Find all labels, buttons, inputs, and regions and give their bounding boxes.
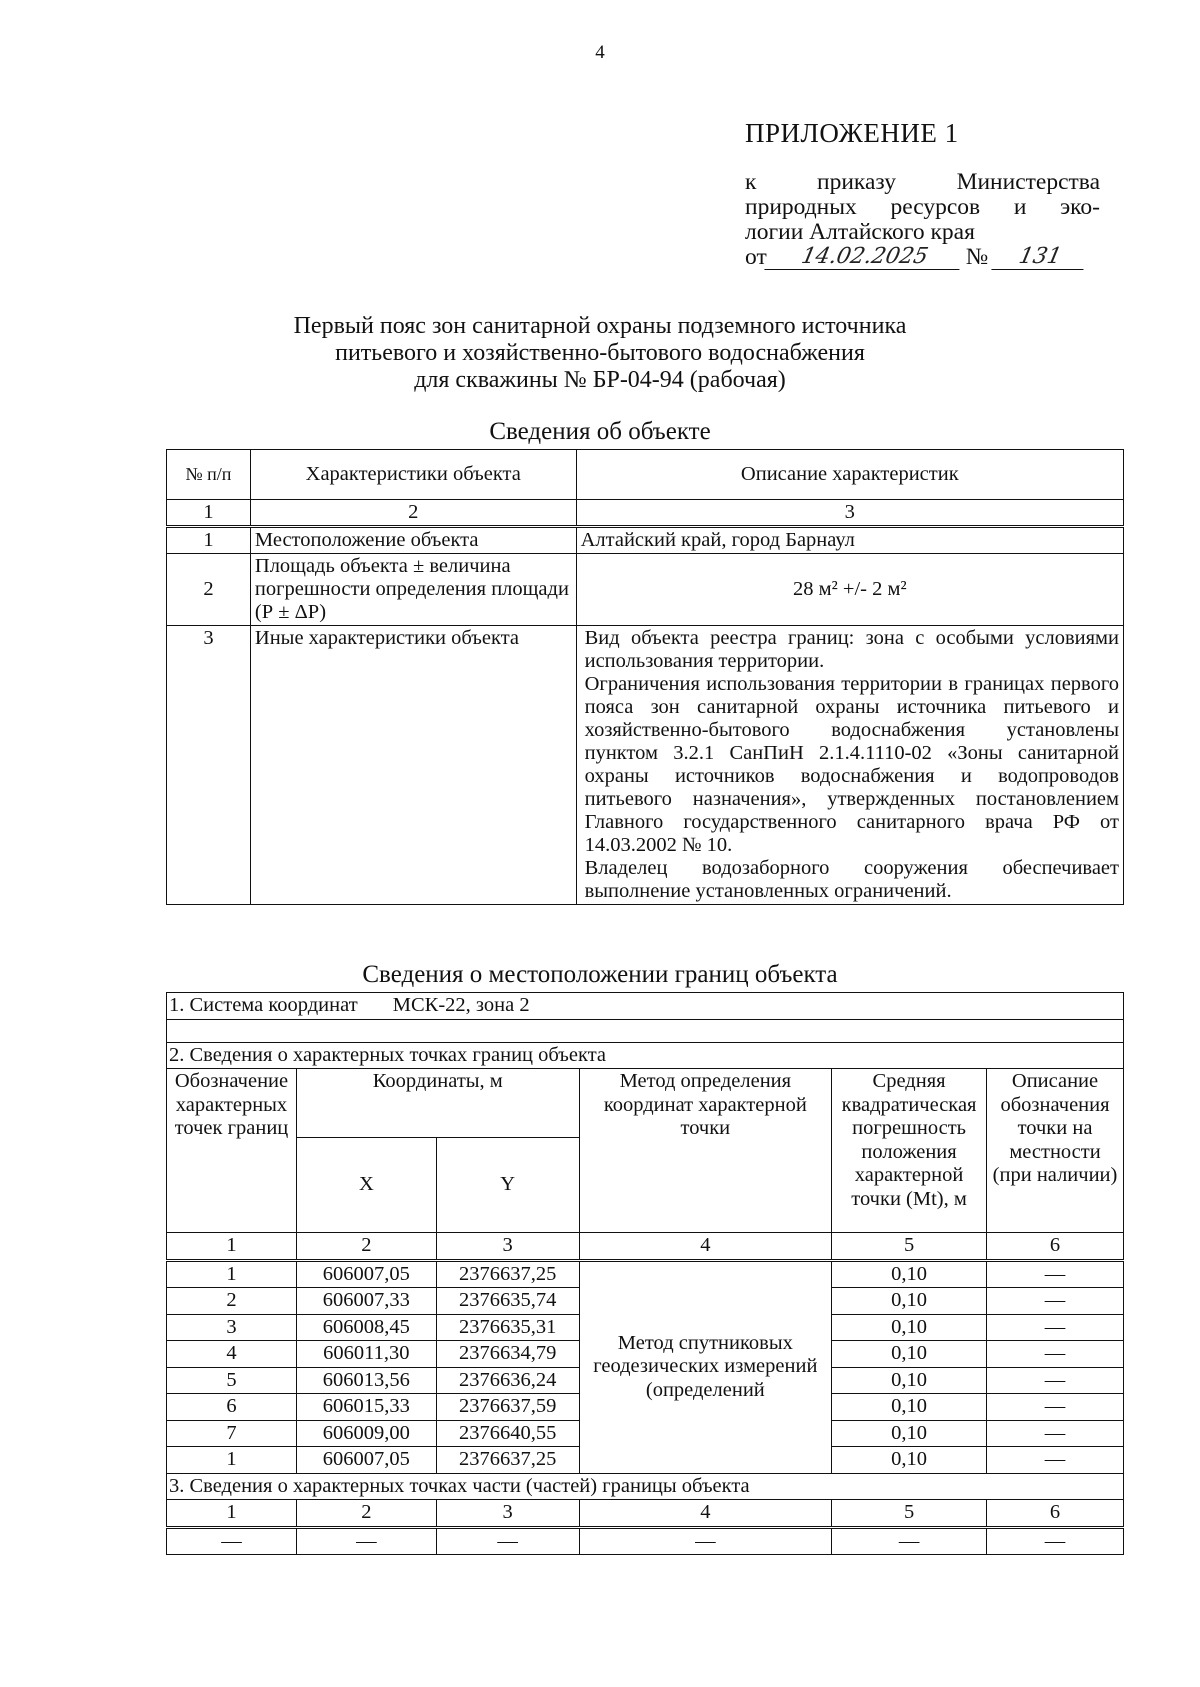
point-x: 606011,30 [296,1341,436,1368]
coord-system-value: МСК-22, зона 2 [392,994,530,1016]
point-id: 3 [167,1314,297,1341]
point-x: 606008,45 [296,1314,436,1341]
point-mt: 0,10 [832,1447,987,1474]
appendix-word: и [1013,194,1027,220]
point-desc: — [987,1288,1124,1315]
column-number: 2 [296,1233,436,1261]
handwritten-number: 131 [991,245,1088,270]
point-mt: 0,10 [832,1288,987,1315]
point-y: 2376636,24 [436,1367,579,1394]
point-desc: — [987,1260,1124,1288]
table-row [167,527,1124,554]
document-title [0,313,1200,394]
header-description: Описание характеристик [576,450,1123,500]
point-y: 2376634,79 [436,1341,579,1368]
appendix-word: приказу [817,169,896,195]
table-row [167,626,1124,905]
part-cell: — [167,1527,297,1555]
part-section-label: 3. Сведения о характерных точках части (частей) границы объекта [167,1473,1124,1500]
point-x: 606015,33 [296,1394,436,1421]
point-mt: 0,10 [832,1260,987,1288]
point-id: 2 [167,1288,297,1315]
part-cell: — [987,1527,1124,1555]
appendix-word: ресурсов [890,194,981,220]
point-desc: — [987,1367,1124,1394]
row-desc: Алтайский край, город Барнаул [576,527,1123,554]
appendix-line-3 [745,220,1100,245]
column-number: 1 [167,1500,297,1528]
appendix-word: к [745,169,757,195]
header-method: Метод определения координат характерной точки [579,1069,832,1233]
header-coords: Координаты, м [296,1069,579,1138]
point-mt: 0,10 [832,1341,987,1368]
appendix-title: ПРИЛОЖЕНИЕ 1 [745,118,959,148]
part-cell: — [296,1527,436,1555]
column-number: 6 [987,1233,1124,1261]
header-designation: Обозначение характерных точек границ [167,1069,297,1233]
desc-paragraph: Ограничения использования территории в границах первого пояса зон санитарной охраны источника питьевого и хозяйственно-бытового водоснабжения установлены пунктом 3.2.1 СанПиН 2.1.4.1110-02 «Зоны санитарной охраны источников водоснабжения и водопроводов питьевого назначения», утвержденных постановлением Главного государственного санитарного врача РФ от 14.03.2002 № 10. [584,673,1119,856]
column-number: 2 [250,500,576,527]
point-mt: 0,10 [832,1394,987,1421]
column-number: 1 [167,500,251,527]
points-section-label: 2. Сведения о характерных точках границ объекта [167,1042,1124,1069]
point-y: 2376637,25 [436,1447,579,1474]
appendix-text: логии Алтайского края [745,219,975,245]
point-x: 606007,05 [296,1447,436,1474]
point-mt: 0,10 [832,1314,987,1341]
appendix-reference [745,170,1100,270]
point-id: 1 [167,1447,297,1474]
column-number: 3 [436,1233,579,1261]
point-id: 1 [167,1260,297,1288]
point-y: 2376635,31 [436,1314,579,1341]
point-id: 7 [167,1420,297,1447]
title-line: Первый пояс зон санитарной охраны подземного источника [293,313,907,339]
point-y: 2376640,55 [436,1420,579,1447]
location-table [166,992,1124,1555]
appendix-line-2 [745,195,1100,220]
coord-system-cell [167,993,1124,1020]
title-line: для скважины № БР-04-94 (рабочая) [414,367,786,393]
table-row [167,1260,1124,1288]
method-cell: Метод спутниковых геодезических измерений (определений [579,1260,832,1473]
appendix-word: эко- [1060,194,1100,220]
page-number: 4 [595,42,605,63]
order-date-number [745,245,1100,270]
row-num: 2 [167,554,251,626]
number-label: № [965,244,989,270]
object-info-table [166,449,1124,905]
empty-row [167,1019,1124,1042]
header-error: Средняя квадратическая погрешность положения характерной точки (Mt), м [832,1069,987,1233]
appendix-word: природных [745,194,857,220]
title-line: питьевого и хозяйственно-бытового водоснабжения [335,340,865,366]
point-y: 2376637,59 [436,1394,579,1421]
desc-paragraph: Владелец водозаборного сооружения обеспечивает выполнение установленных ограничений. [584,857,1119,902]
part-cell: — [832,1527,987,1555]
point-mt: 0,10 [832,1420,987,1447]
point-y: 2376635,74 [436,1288,579,1315]
point-desc: — [987,1447,1124,1474]
handwritten-date: 14.02.2025 [764,245,964,270]
row-name: Площадь объекта ± величина погрешности определения площади (Р ± ΔР) [250,554,576,626]
point-id: 4 [167,1341,297,1368]
column-number: 6 [987,1500,1124,1528]
row-num: 1 [167,527,251,554]
appendix-word: Министерства [956,169,1100,195]
table-row [167,554,1124,626]
object-info-title: Сведения об объекте [489,418,711,445]
appendix-line-1 [745,170,1100,195]
column-number: 3 [436,1500,579,1528]
header-num: № п/п [167,450,251,500]
row-desc: 28 м² +/- 2 м² [576,554,1123,626]
part-cell: — [579,1527,832,1555]
header-characteristics: Характеристики объекта [250,450,576,500]
row-desc [576,626,1123,905]
point-mt: 0,10 [832,1367,987,1394]
point-x: 606007,05 [296,1260,436,1288]
header-y: Y [436,1138,579,1233]
point-x: 606007,33 [296,1288,436,1315]
point-desc: — [987,1314,1124,1341]
row-num: 3 [167,626,251,905]
header-point-description: Описание обозначения точки на местности (при наличии) [987,1069,1124,1233]
column-number: 1 [167,1233,297,1261]
column-number: 5 [832,1233,987,1261]
header-x: X [296,1138,436,1233]
point-id: 6 [167,1394,297,1421]
coord-system-label: 1. Система координат [169,994,358,1016]
point-x: 606009,00 [296,1420,436,1447]
row-name: Иные характеристики объекта [250,626,576,905]
point-desc: — [987,1341,1124,1368]
table-row [167,1527,1124,1555]
desc-paragraph: Вид объекта реестра границ: зона с особыми условиями использования территории. [584,627,1119,672]
column-number: 2 [296,1500,436,1528]
location-info-title: Сведения о местоположении границ объекта [362,961,838,988]
numbering-row [167,1233,1124,1261]
column-number: 3 [576,500,1123,527]
part-cell: — [436,1527,579,1555]
column-number: 4 [579,1500,832,1528]
point-id: 5 [167,1367,297,1394]
part-numbering-row [167,1500,1124,1528]
point-desc: — [987,1394,1124,1421]
point-desc: — [987,1420,1124,1447]
point-y: 2376637,25 [436,1260,579,1288]
column-number: 4 [579,1233,832,1261]
column-number: 5 [832,1500,987,1528]
row-name: Местоположение объекта [250,527,576,554]
point-x: 606013,56 [296,1367,436,1394]
from-label: от [745,244,767,270]
